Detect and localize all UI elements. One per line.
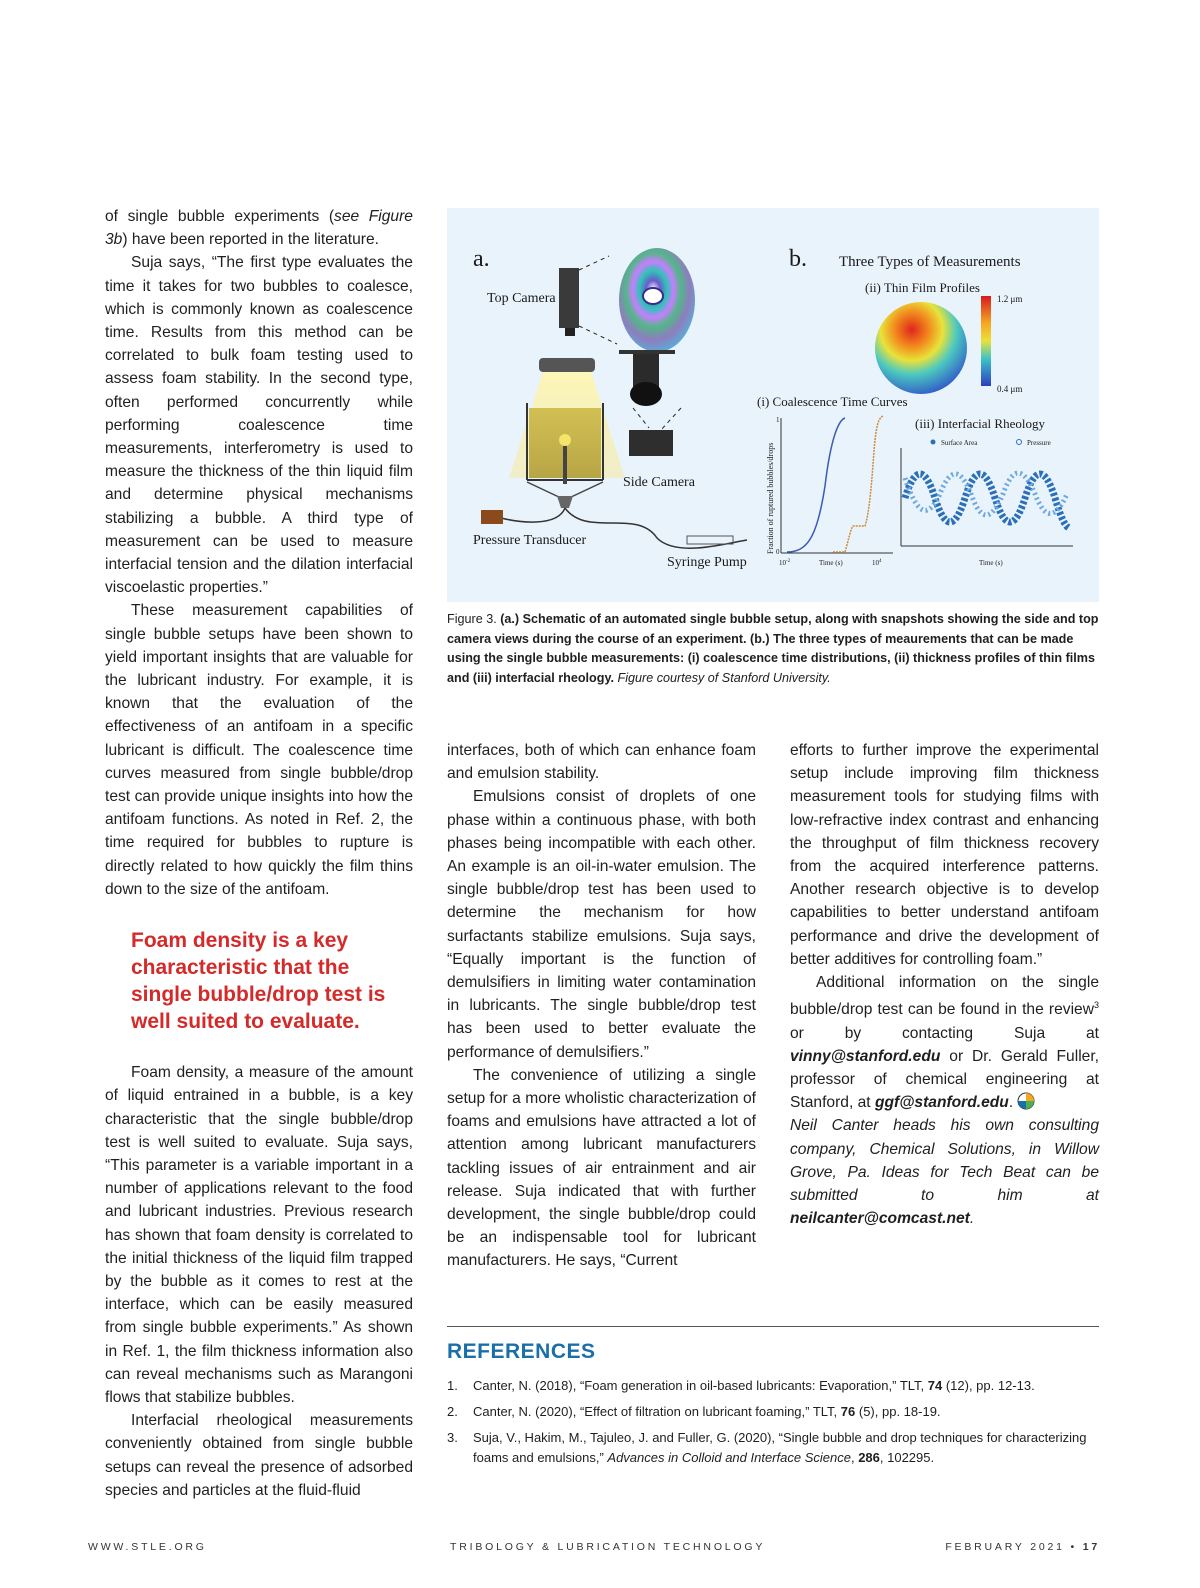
thin-film-label: (ii) Thin Film Profiles [865, 280, 980, 295]
label-b: b. [789, 246, 807, 272]
paragraph: The convenience of utilizing a single setup for a more wholistic characterization of foams and emulsions have attracted a lot of attention among lubricant manufacturers tackling issues of air entrainment and air release. Suja indicated that with further development, the single bubble/drop could be an indispensable tool for lubricant manufacturers. He says, “Current [447, 1066, 756, 1270]
side-camera-label: Side Camera [623, 475, 695, 490]
scale-min: 0.4 μm [997, 384, 1023, 394]
snapshot-center [643, 288, 663, 304]
camera-lens [565, 328, 575, 336]
x-label-rheology: Time (s) [979, 559, 1003, 567]
top-camera-icon [559, 268, 579, 328]
pressure-transducer-label: Pressure Transducer [473, 533, 587, 548]
paragraph: Emulsions consist of droplets of one phase within a continuous phase, with both phases being incompatible with each other. An example is an oil-in-water emulsion. The single bubble/drop test has been used to determine the mechanism for how surfactants stabilize emulsions. Suja says, “Equally important is the function of demulsifiers in limiting water contamination in lubricants. The single bubble/drop test has been used to better evaluate the performance of demulsifiers.” [447, 788, 756, 1061]
paragraph: Interfacial rheological measurements conveniently obtained from single bubble setups can reveal the presence of adsorbed species and particles at the fluid-fluid [105, 1412, 413, 1499]
panel-b-title: Three Types of Measurements [839, 254, 1021, 270]
article-column-3 [790, 739, 1099, 1230]
x-tick-low: $10^{-2}$ [779, 559, 791, 567]
surface-area-series [905, 474, 1069, 528]
legend-surface-area: Surface Area [941, 439, 978, 447]
coalescence-label: (i) Coalescence Time Curves [757, 394, 908, 409]
email-link-canter[interactable]: neilcanter@comcast.net [790, 1210, 970, 1228]
paragraph: interfaces, both of which can enhance foam and emulsion stability. [447, 742, 756, 783]
paragraph: These measurement capabilities of single bubble setups have been shown to yield important insights that are valuable for the lubricant industry. For example, it is known that the evaluation of the effectiveness of an antifoam in a specific lubricant is difficult. The coalescence time curves measured from single bubble/drop test can provide unique insights into how the antifoam functions. As noted in Ref. 2, the time required for bubbles to rupture is directly related to how quickly the film thins down to the size of the antifoam. [105, 602, 413, 898]
footer-date-page: FEBRUARY 2021 • 17 [945, 1541, 1100, 1553]
bubble-icon [559, 434, 571, 446]
references-divider [447, 1326, 1099, 1327]
side-camera-icon [629, 430, 673, 456]
email-link-suja[interactable]: vinny@stanford.edu [790, 1047, 941, 1065]
page-number: 17 [1082, 1541, 1100, 1553]
label-a: a. [473, 246, 490, 272]
footer-website[interactable]: WWW.STLE.ORG [88, 1541, 207, 1553]
rheology-label: (iii) Interfacial Rheology [915, 416, 1045, 431]
article-column-1 [105, 205, 413, 1502]
paragraph: Additional information on the single bubble/drop test can be found in the review$^3$ or by contacting Suja at vinny@stanford.edu or Dr. Gerald Fuller, professor of chemical engineering at Stanford, at ggf@stanford.edu. [790, 974, 1099, 1112]
x-label-coalescence: Time (s) [819, 559, 843, 567]
y-tick-one: 1 [776, 416, 780, 424]
reference-item: 1. Canter, N. (2018), “Foam generation in oil-based lubricants: Evaporation,” TLT, 74 (12), pp. 12-13. [447, 1378, 1035, 1393]
scale-max: 1.2 μm [997, 294, 1023, 304]
syringe-pump-icon [687, 536, 733, 544]
pressure-transducer-icon [481, 510, 503, 524]
x-tick-high: $10^4$ [872, 559, 882, 567]
legend-pressure: Pressure [1027, 439, 1051, 447]
syringe-pump-label: Syringe Pump [667, 555, 747, 570]
top-camera-label: Top Camera [487, 291, 556, 306]
y-axis-label: Fraction of ruptured bubbles/drops [766, 442, 775, 554]
figure-caption: Figure 3. (a.) Schematic of an automated single bubble setup, along with snapshots showing the side and top camera views during the course of an experiment. (b.) The three types of meaurements that can be made using the single bubble measurements: (i) coalescence time distributions, (ii) thickness profiles of thin films and (iii) interfacial rheology. Figure courtesy of Stanford University. [447, 612, 1099, 685]
stle-logo-icon [1017, 1092, 1035, 1110]
paragraph: efforts to further improve the experimental setup include improving film thickness measurement tools for studying films with low-refractive index contrast and enhancing the throughput of film thickness recovery from the acquired interference patterns. Another research objective is to develop capabilities to better understand antifoam performance and drive the development of better additives for controlling foam.” [790, 742, 1099, 968]
paragraph: Foam density, a measure of the amount of liquid entrained in a bubble, is a key characteristic that the single bubble/drop test is well suited to evaluate. Suja says, “This parameter is a variable important in a number of applications relevant to the food and lubricant industries. Previous research has shown that foam density is correlated to the initial thickness of the liquid film trapped by the bubble as it comes to rest at the interface, which can be easily measured from single bubble experiments.” As shown in Ref. 1, the film thickness information also can reveal mechanisms such as Marangoni flows that stabilize bubbles. [105, 1064, 413, 1406]
references-list [447, 1376, 1099, 1474]
paragraph: of single bubble experiments (see Figure 3b) have been reported in the literature. [105, 208, 413, 249]
paragraph: Suja says, “The first type evaluates the time it takes for two bubbles to coalesce, which is commonly known as coalescence time. Results from this method can be correlated to bulk foam testing used to assess foam stability. In the second type, often performed concurrently while performing coalescence time measurements, interferometry is used to measure the thickness of the thin liquid film and determine physical mechanisms stabilizing a bubble. A third type of measurement can be used to measure interfacial tension and the dilation interfacial viscoelastic properties.” [105, 254, 413, 597]
references-title: REFERENCES [447, 1340, 596, 1363]
light-source-icon [539, 358, 595, 372]
author-signature: Neil Canter heads his own consulting company, Chemical Solutions, in Willow Grove, Pa. Ideas for Tech Beat can be submitted to him at neilcanter@comcast.net. [790, 1117, 1099, 1228]
email-link-fuller[interactable]: ggf@stanford.edu [874, 1094, 1009, 1112]
coalescence-curve-1 [787, 418, 845, 552]
thin-film-profile [875, 302, 967, 394]
pull-quote: Foam density is a key characteristic that the single bubble/drop test is well suited to evaluate. [131, 929, 386, 1034]
article-column-2 [447, 739, 756, 1273]
footer-publication: TRIBOLOGY & LUBRICATION TECHNOLOGY [450, 1541, 766, 1553]
reference-item: 3. Suja, V., Hakim, M., Tajuleo, J. and Fuller, G. (2020), “Single bubble and drop techniques for characterizing foams and emulsions,” Advances in Colloid and Interface Science, 286, 102295. [447, 1430, 1087, 1465]
figure-3 [447, 208, 1099, 602]
color-scale [981, 296, 991, 386]
coalescence-curve-2 [833, 416, 883, 552]
reference-item: 2. Canter, N. (2020), “Effect of filtration on lubricant foaming,” TLT, 76 (5), pp. 18-19. [447, 1404, 941, 1419]
y-tick-zero: 0 [776, 548, 780, 556]
